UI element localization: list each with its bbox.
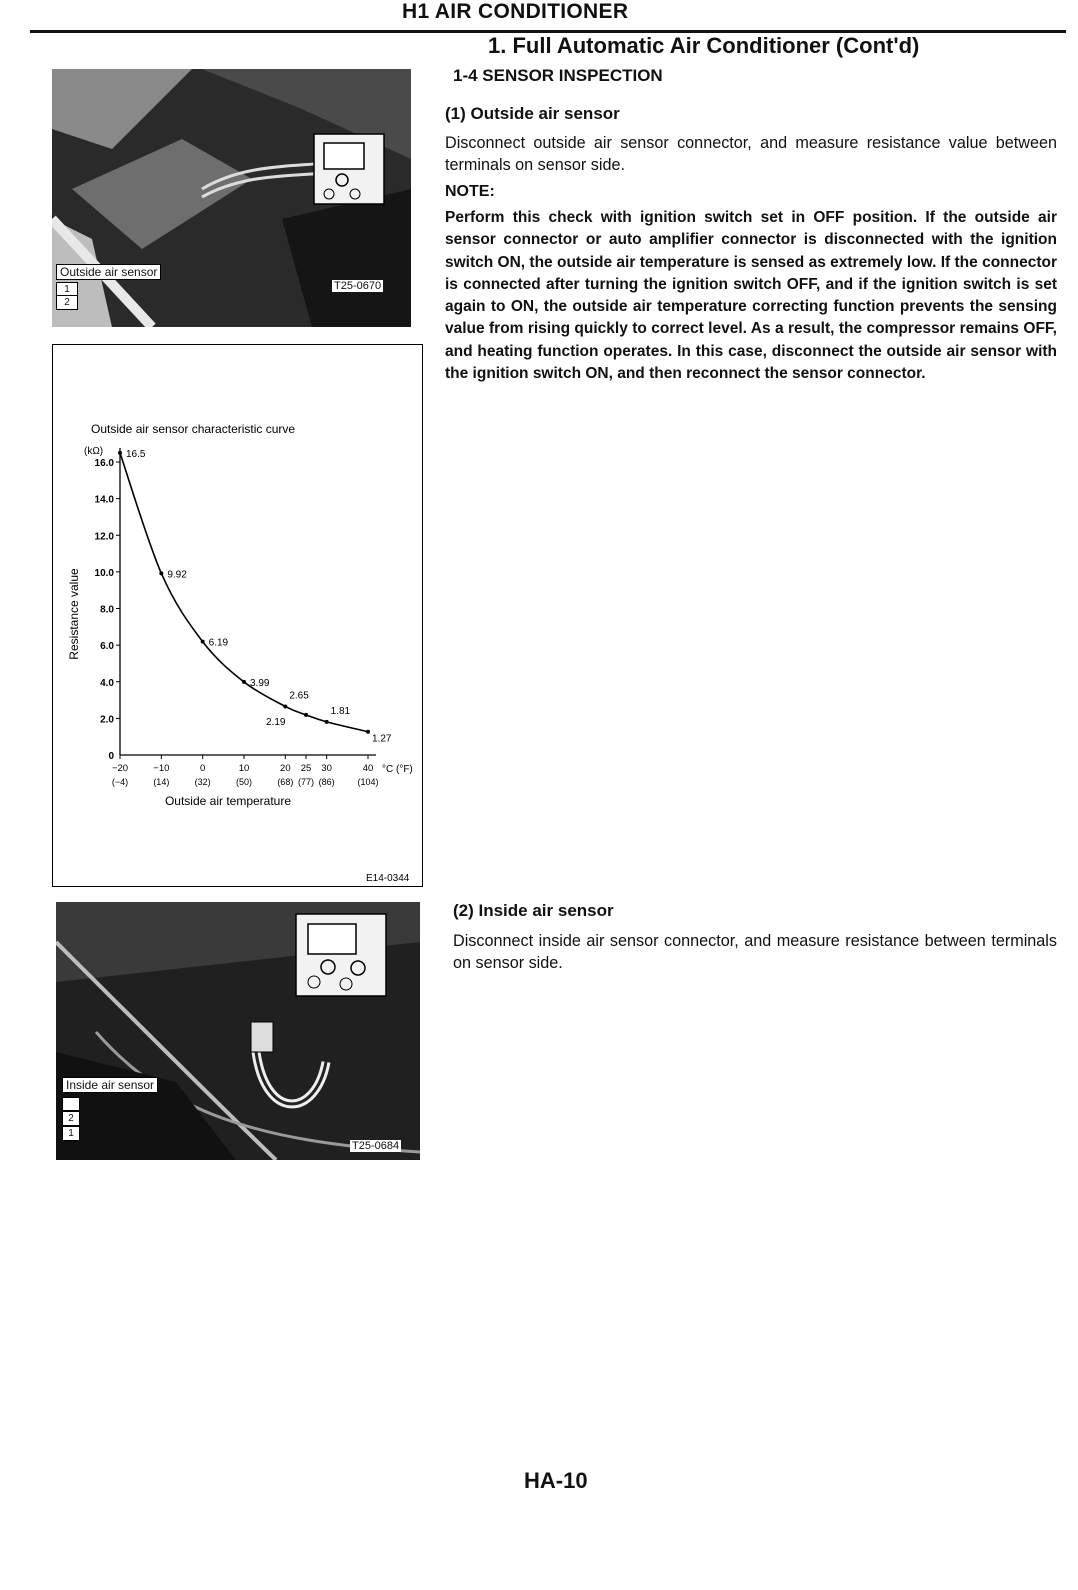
chart-data-label: 1.27	[372, 733, 392, 745]
chart-data-point	[304, 713, 308, 717]
chart-data-point	[201, 640, 205, 644]
chart-data-label: 2.19	[266, 716, 286, 728]
chart-y-tick-label: 2.0	[100, 714, 114, 726]
chart-data-label: 9.92	[167, 569, 187, 581]
chart-x-tick-label-f: (77)	[297, 777, 315, 787]
chart-x-tick-label: 30	[321, 763, 332, 774]
chart-y-tick-label: 14.0	[94, 494, 114, 506]
page-number: HA-10	[524, 1468, 588, 1493]
chart-y-tick-label: 10.0	[94, 567, 114, 579]
characteristic-chart	[52, 344, 423, 887]
chart-x-tick-label: 0	[200, 763, 206, 774]
chart-data-point	[325, 720, 329, 724]
pin-box-2-inside: 2	[62, 1111, 80, 1126]
inside-sensor-body: Disconnect inside air sensor connector, and measure resistance between terminals on sensor side.	[453, 932, 1057, 972]
figure1-code: T25-0670	[334, 280, 382, 292]
outside-sensor-body: Disconnect outside air sensor connector, and measure resistance value between terminals on sensor side.	[445, 134, 1057, 174]
pin-box-top	[62, 1097, 80, 1111]
chart-x-tick-label: 25	[300, 763, 312, 774]
chart-x-tick-label-f: (32)	[194, 777, 211, 787]
chart-x-tick-label-f: (68)	[277, 777, 294, 787]
chart-data-point	[283, 704, 287, 708]
chart-x-tick-label: 20	[280, 763, 291, 774]
chart-x-tick-label: −20	[111, 763, 129, 774]
chart-x-tick-label: −10	[153, 763, 170, 774]
chart-y-tick-label: 0	[108, 751, 114, 762]
pin-box-1-inside: 1	[62, 1126, 80, 1141]
subsection-title: 1-4 SENSOR INSPECTION	[453, 66, 663, 85]
chart-data-label: 16.5	[126, 448, 146, 460]
inside-sensor-heading: (2) Inside air sensor	[453, 901, 614, 920]
pin-box-2: 2	[56, 295, 78, 310]
chart-x-tick-label-f: (14)	[153, 777, 170, 787]
pin-box-1: 1	[56, 282, 78, 297]
inside-sensor-photo	[56, 902, 420, 1160]
chart-data-point	[242, 680, 246, 684]
chart-x-unit: °C (°F)	[382, 764, 413, 775]
chart-series-line	[120, 453, 368, 732]
chart-data-point	[159, 571, 163, 575]
outside-sensor-heading: (1) Outside air sensor	[445, 104, 620, 123]
chart-y-unit: (kΩ)	[84, 446, 104, 457]
chart-x-tick-label-f: (50)	[235, 777, 253, 787]
figure2-code: E14-0344	[366, 873, 410, 884]
chart-y-label: Resistance value	[67, 568, 81, 660]
chapter-header: H1 AIR CONDITIONER	[402, 0, 629, 23]
chart-x-tick-label: 40	[362, 763, 374, 774]
chart-title: Outside air sensor characteristic curve	[91, 422, 296, 436]
chart-y-tick-label: 6.0	[100, 641, 114, 653]
chart-x-label: Outside air temperature	[164, 794, 292, 808]
chart-data-label: 3.99	[250, 677, 270, 689]
chart-data-point	[366, 730, 370, 734]
chart-x-tick-label-f: (104)	[357, 777, 379, 787]
chart-data-point	[118, 451, 122, 455]
chart-x-tick-label-f: (86)	[318, 777, 335, 787]
chart-y-tick-label: 12.0	[94, 531, 114, 543]
chart-x-tick-label: 10	[238, 763, 250, 774]
section-title: 1. Full Automatic Air Conditioner (Cont'd)	[488, 33, 920, 58]
chart-y-tick-label: 16.0	[94, 458, 114, 469]
figure3-code: T25-0684	[352, 1140, 400, 1152]
chart-y-tick-label: 8.0	[100, 604, 114, 616]
note-text: Perform this check with ignition switch set in OFF position. If the outside air sensor connector or auto amplifier connector is disconnected with the ignition switch ON, the outside air temperature is sensed as extremely low. If the connector is connected after turning the ignition switch OFF, and if the ignition switch is set again to ON, the outside air temperature correcting function prevents the sensing value from rising quickly to correct level. As a result, the compressor remains OFF, and heating function operates. In this case, disconnect the outside air sensor with the ignition switch ON, and then reconnect the sensor connector.	[445, 209, 1057, 383]
chart-y-tick-label: 4.0	[100, 677, 114, 689]
chart-data-label: 2.65	[289, 690, 309, 702]
note-label: NOTE:	[445, 183, 495, 200]
chart-x-tick-label-f: (−4)	[111, 777, 129, 787]
chart-data-label: 6.19	[208, 637, 229, 649]
inside-sensor-label: Inside air sensor	[62, 1077, 158, 1093]
outside-sensor-label: Outside air sensor	[56, 264, 161, 280]
chart-data-label: 1.81	[330, 705, 351, 717]
